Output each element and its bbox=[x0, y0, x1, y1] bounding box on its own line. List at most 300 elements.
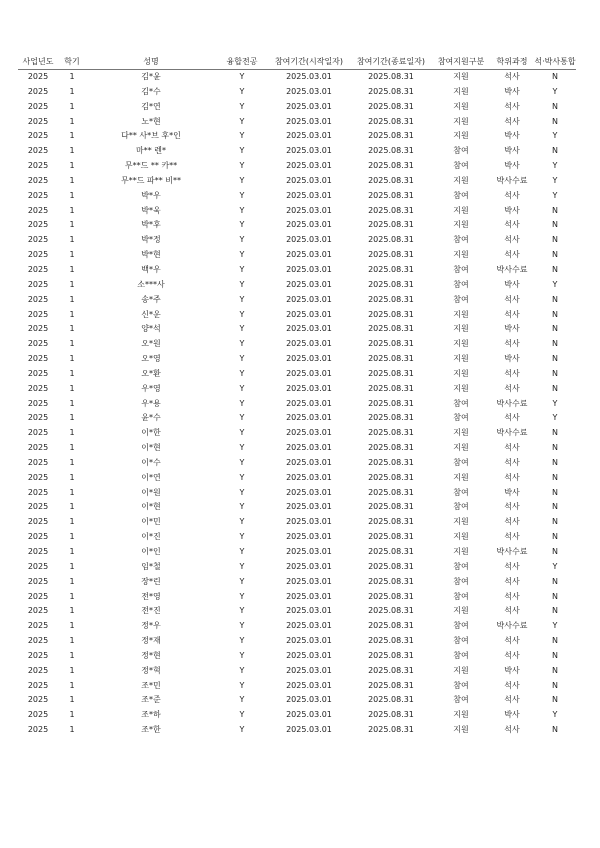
cell-year: 2025 bbox=[27, 487, 49, 497]
cell-integrated: N bbox=[552, 532, 558, 542]
header-col-name: 성명 bbox=[86, 54, 216, 70]
cell-convergence-major: Y bbox=[239, 606, 245, 616]
cell-start-date: 2025.03.01 bbox=[286, 146, 332, 156]
cell-support-type: 참여 bbox=[453, 264, 469, 274]
cell-integrated: Y bbox=[552, 279, 558, 289]
cell-support-type: 지원 bbox=[453, 101, 469, 111]
cell-year: 2025 bbox=[27, 279, 49, 289]
cell-year: 2025 bbox=[27, 72, 49, 81]
cell-end-date: 2025.08.31 bbox=[368, 517, 414, 527]
cell-convergence-major: Y bbox=[239, 339, 245, 349]
cell-support-type: 참여 bbox=[453, 457, 469, 467]
cell-convergence-major: Y bbox=[239, 175, 245, 185]
cell-semester: 1 bbox=[69, 532, 75, 542]
cell-convergence-major: Y bbox=[239, 146, 245, 156]
cell-convergence-major: Y bbox=[239, 190, 245, 200]
cell-convergence-major: Y bbox=[239, 294, 245, 304]
cell-convergence-major: Y bbox=[239, 650, 245, 660]
cell-year: 2025 bbox=[27, 547, 49, 556]
cell-end-date: 2025.08.31 bbox=[368, 86, 414, 96]
header-col-year: 사업년도 bbox=[18, 54, 58, 70]
cell-start-date: 2025.03.01 bbox=[286, 472, 332, 482]
cell-support-type: 참여 bbox=[453, 576, 469, 586]
cell-integrated: N bbox=[552, 547, 558, 556]
cell-semester: 1 bbox=[69, 190, 75, 200]
cell-start-date: 2025.03.01 bbox=[286, 205, 332, 215]
cell-integrated: N bbox=[552, 339, 558, 349]
table-row bbox=[18, 500, 576, 515]
cell-support-type: 지원 bbox=[453, 116, 469, 126]
cell-integrated: Y bbox=[552, 398, 558, 408]
cell-year: 2025 bbox=[27, 190, 49, 200]
cell-support-type: 참여 bbox=[453, 487, 469, 497]
cell-support-type: 참여 bbox=[453, 146, 469, 156]
cell-semester: 1 bbox=[69, 413, 75, 423]
cell-start-date: 2025.03.01 bbox=[286, 576, 332, 586]
cell-year: 2025 bbox=[27, 116, 49, 126]
cell-end-date: 2025.08.31 bbox=[368, 547, 414, 556]
cell-name: 송*주 bbox=[141, 294, 161, 304]
cell-name: 박*욱 bbox=[141, 205, 161, 215]
cell-integrated: Y bbox=[552, 561, 558, 571]
cell-start-date: 2025.03.01 bbox=[286, 621, 332, 631]
cell-integrated: N bbox=[552, 220, 558, 230]
cell-year: 2025 bbox=[27, 175, 49, 185]
cell-convergence-major: Y bbox=[239, 205, 245, 215]
cell-end-date: 2025.08.31 bbox=[368, 235, 414, 245]
cell-year: 2025 bbox=[27, 517, 49, 527]
cell-integrated: Y bbox=[552, 413, 558, 423]
cell-semester: 1 bbox=[69, 383, 75, 393]
cell-semester: 1 bbox=[69, 72, 75, 81]
cell-year: 2025 bbox=[27, 250, 49, 260]
cell-support-type: 참여 bbox=[453, 279, 469, 289]
cell-integrated: N bbox=[552, 205, 558, 215]
cell-degree: 석사 bbox=[504, 443, 520, 453]
cell-start-date: 2025.03.01 bbox=[286, 220, 332, 230]
cell-semester: 1 bbox=[69, 398, 75, 408]
cell-start-date: 2025.03.01 bbox=[286, 606, 332, 616]
cell-year: 2025 bbox=[27, 324, 49, 334]
cell-start-date: 2025.03.01 bbox=[286, 517, 332, 527]
table-row bbox=[18, 471, 576, 486]
cell-integrated: Y bbox=[552, 710, 558, 720]
cell-end-date: 2025.08.31 bbox=[368, 205, 414, 215]
cell-integrated: N bbox=[552, 383, 558, 393]
cell-degree: 석사 bbox=[504, 591, 520, 601]
cell-integrated: N bbox=[552, 354, 558, 364]
cell-year: 2025 bbox=[27, 354, 49, 364]
cell-semester: 1 bbox=[69, 561, 75, 571]
cell-convergence-major: Y bbox=[239, 725, 245, 735]
cell-semester: 1 bbox=[69, 710, 75, 720]
table-row bbox=[18, 604, 576, 619]
cell-support-type: 지원 bbox=[453, 175, 469, 185]
cell-convergence-major: Y bbox=[239, 665, 245, 675]
cell-end-date: 2025.08.31 bbox=[368, 636, 414, 646]
cell-end-date: 2025.08.31 bbox=[368, 606, 414, 616]
cell-convergence-major: Y bbox=[239, 279, 245, 289]
cell-start-date: 2025.03.01 bbox=[286, 665, 332, 675]
cell-start-date: 2025.03.01 bbox=[286, 428, 332, 438]
cell-name: 정*혁 bbox=[141, 665, 161, 675]
cell-name: 정*재 bbox=[141, 636, 161, 646]
cell-start-date: 2025.03.01 bbox=[286, 309, 332, 319]
cell-degree: 박사 bbox=[504, 205, 520, 215]
cell-start-date: 2025.03.01 bbox=[286, 72, 332, 81]
cell-end-date: 2025.08.31 bbox=[368, 72, 414, 81]
cell-degree: 석사 bbox=[504, 502, 520, 512]
cell-start-date: 2025.03.01 bbox=[286, 547, 332, 556]
cell-year: 2025 bbox=[27, 457, 49, 467]
cell-support-type: 참여 bbox=[453, 680, 469, 690]
table-row bbox=[18, 649, 576, 664]
table-row bbox=[18, 426, 576, 441]
cell-end-date: 2025.08.31 bbox=[368, 695, 414, 705]
cell-degree: 석사 bbox=[504, 116, 520, 126]
participant-table bbox=[18, 54, 576, 738]
cell-semester: 1 bbox=[69, 235, 75, 245]
cell-end-date: 2025.08.31 bbox=[368, 101, 414, 111]
cell-end-date: 2025.08.31 bbox=[368, 487, 414, 497]
cell-degree: 박사 bbox=[504, 86, 520, 96]
cell-name: 이*현 bbox=[141, 502, 161, 512]
cell-name: 전*영 bbox=[141, 591, 161, 601]
cell-degree: 석사 bbox=[504, 309, 520, 319]
cell-degree: 석사 bbox=[504, 532, 520, 542]
cell-degree: 박사 bbox=[504, 131, 520, 141]
cell-year: 2025 bbox=[27, 339, 49, 349]
cell-year: 2025 bbox=[27, 591, 49, 601]
cell-degree: 박사수료 bbox=[496, 621, 528, 631]
cell-support-type: 지원 bbox=[453, 205, 469, 215]
cell-support-type: 참여 bbox=[453, 650, 469, 660]
cell-degree: 석사 bbox=[504, 294, 520, 304]
cell-year: 2025 bbox=[27, 294, 49, 304]
cell-name: 장*린 bbox=[141, 576, 161, 586]
table-row bbox=[18, 233, 576, 248]
cell-start-date: 2025.03.01 bbox=[286, 591, 332, 601]
header-col-degree: 학위과정 bbox=[490, 54, 534, 70]
table-row bbox=[18, 337, 576, 352]
cell-support-type: 지원 bbox=[453, 725, 469, 735]
cell-integrated: N bbox=[552, 650, 558, 660]
cell-support-type: 지원 bbox=[453, 309, 469, 319]
header-col-integrated: 석·박사통합 bbox=[534, 54, 576, 70]
cell-end-date: 2025.08.31 bbox=[368, 175, 414, 185]
table-row bbox=[18, 263, 576, 278]
cell-support-type: 참여 bbox=[453, 561, 469, 571]
cell-year: 2025 bbox=[27, 146, 49, 156]
cell-year: 2025 bbox=[27, 710, 49, 720]
cell-convergence-major: Y bbox=[239, 220, 245, 230]
cell-degree: 석사 bbox=[504, 517, 520, 527]
cell-name: 신*운 bbox=[141, 309, 161, 319]
header-col-semester: 학기 bbox=[58, 54, 86, 70]
cell-integrated: N bbox=[552, 72, 558, 81]
cell-semester: 1 bbox=[69, 205, 75, 215]
cell-integrated: N bbox=[552, 428, 558, 438]
table-row bbox=[18, 129, 576, 144]
cell-start-date: 2025.03.01 bbox=[286, 725, 332, 735]
cell-year: 2025 bbox=[27, 101, 49, 111]
header-col-support-type: 참여지원구분 bbox=[432, 54, 490, 70]
cell-convergence-major: Y bbox=[239, 383, 245, 393]
cell-start-date: 2025.03.01 bbox=[286, 339, 332, 349]
cell-degree: 박사 bbox=[504, 487, 520, 497]
cell-name: 오*환 bbox=[141, 368, 161, 378]
cell-end-date: 2025.08.31 bbox=[368, 680, 414, 690]
cell-year: 2025 bbox=[27, 131, 49, 141]
cell-integrated: N bbox=[552, 443, 558, 453]
cell-semester: 1 bbox=[69, 86, 75, 96]
cell-end-date: 2025.08.31 bbox=[368, 161, 414, 171]
cell-integrated: N bbox=[552, 472, 558, 482]
cell-semester: 1 bbox=[69, 650, 75, 660]
cell-start-date: 2025.03.01 bbox=[286, 710, 332, 720]
cell-year: 2025 bbox=[27, 472, 49, 482]
cell-degree: 박사 bbox=[504, 354, 520, 364]
cell-start-date: 2025.03.01 bbox=[286, 680, 332, 690]
cell-degree: 석사 bbox=[504, 695, 520, 705]
cell-name: 김*연 bbox=[141, 101, 161, 111]
cell-name: 무**드 ** 카** bbox=[124, 161, 178, 171]
cell-degree: 박사수료 bbox=[496, 264, 528, 274]
cell-end-date: 2025.08.31 bbox=[368, 264, 414, 274]
cell-support-type: 참여 bbox=[453, 621, 469, 631]
cell-semester: 1 bbox=[69, 695, 75, 705]
cell-end-date: 2025.08.31 bbox=[368, 502, 414, 512]
cell-start-date: 2025.03.01 bbox=[286, 175, 332, 185]
cell-semester: 1 bbox=[69, 725, 75, 735]
cell-integrated: Y bbox=[552, 190, 558, 200]
cell-integrated: N bbox=[552, 636, 558, 646]
cell-year: 2025 bbox=[27, 235, 49, 245]
cell-start-date: 2025.03.01 bbox=[286, 101, 332, 111]
cell-name: 조*준 bbox=[141, 695, 161, 705]
cell-end-date: 2025.08.31 bbox=[368, 220, 414, 230]
cell-convergence-major: Y bbox=[239, 591, 245, 601]
cell-degree: 박사 bbox=[504, 665, 520, 675]
cell-support-type: 참여 bbox=[453, 695, 469, 705]
cell-support-type: 지원 bbox=[453, 339, 469, 349]
cell-integrated: N bbox=[552, 725, 558, 735]
cell-start-date: 2025.03.01 bbox=[286, 502, 332, 512]
cell-year: 2025 bbox=[27, 502, 49, 512]
cell-end-date: 2025.08.31 bbox=[368, 324, 414, 334]
table-row bbox=[18, 85, 576, 100]
cell-semester: 1 bbox=[69, 264, 75, 274]
cell-semester: 1 bbox=[69, 294, 75, 304]
cell-degree: 석사 bbox=[504, 725, 520, 735]
cell-year: 2025 bbox=[27, 309, 49, 319]
cell-end-date: 2025.08.31 bbox=[368, 561, 414, 571]
cell-name: 조*하 bbox=[141, 710, 161, 720]
cell-degree: 박사 bbox=[504, 710, 520, 720]
cell-year: 2025 bbox=[27, 428, 49, 438]
cell-convergence-major: Y bbox=[239, 457, 245, 467]
cell-end-date: 2025.08.31 bbox=[368, 457, 414, 467]
cell-degree: 석사 bbox=[504, 220, 520, 230]
cell-end-date: 2025.08.31 bbox=[368, 710, 414, 720]
cell-end-date: 2025.08.31 bbox=[368, 532, 414, 542]
cell-name: 노*현 bbox=[141, 116, 161, 126]
cell-end-date: 2025.08.31 bbox=[368, 576, 414, 586]
table-row bbox=[18, 723, 576, 738]
cell-year: 2025 bbox=[27, 532, 49, 542]
cell-semester: 1 bbox=[69, 487, 75, 497]
cell-name: 이*민 bbox=[141, 517, 161, 527]
cell-name: 무**드 파** 비** bbox=[121, 175, 181, 185]
cell-start-date: 2025.03.01 bbox=[286, 368, 332, 378]
cell-degree: 석사 bbox=[504, 650, 520, 660]
cell-semester: 1 bbox=[69, 443, 75, 453]
cell-semester: 1 bbox=[69, 591, 75, 601]
cell-start-date: 2025.03.01 bbox=[286, 383, 332, 393]
cell-name: 마** 렌* bbox=[136, 146, 166, 156]
cell-convergence-major: Y bbox=[239, 443, 245, 453]
table-row bbox=[18, 619, 576, 634]
cell-support-type: 지원 bbox=[453, 86, 469, 96]
cell-start-date: 2025.03.01 bbox=[286, 650, 332, 660]
cell-end-date: 2025.08.31 bbox=[368, 116, 414, 126]
cell-year: 2025 bbox=[27, 205, 49, 215]
cell-convergence-major: Y bbox=[239, 235, 245, 245]
cell-convergence-major: Y bbox=[239, 161, 245, 171]
cell-integrated: N bbox=[552, 250, 558, 260]
table-row bbox=[18, 367, 576, 382]
cell-semester: 1 bbox=[69, 175, 75, 185]
cell-start-date: 2025.03.01 bbox=[286, 279, 332, 289]
cell-start-date: 2025.03.01 bbox=[286, 235, 332, 245]
cell-support-type: 참여 bbox=[453, 502, 469, 512]
cell-year: 2025 bbox=[27, 398, 49, 408]
cell-convergence-major: Y bbox=[239, 487, 245, 497]
cell-convergence-major: Y bbox=[239, 561, 245, 571]
cell-end-date: 2025.08.31 bbox=[368, 591, 414, 601]
cell-end-date: 2025.08.31 bbox=[368, 339, 414, 349]
cell-year: 2025 bbox=[27, 413, 49, 423]
cell-semester: 1 bbox=[69, 547, 75, 556]
cell-convergence-major: Y bbox=[239, 250, 245, 260]
cell-degree: 석사 bbox=[504, 636, 520, 646]
cell-name: 백*우 bbox=[141, 264, 161, 274]
cell-semester: 1 bbox=[69, 472, 75, 482]
cell-start-date: 2025.03.01 bbox=[286, 190, 332, 200]
cell-support-type: 참여 bbox=[453, 190, 469, 200]
cell-integrated: N bbox=[552, 146, 558, 156]
cell-support-type: 지원 bbox=[453, 517, 469, 527]
table-row bbox=[18, 322, 576, 337]
cell-semester: 1 bbox=[69, 354, 75, 364]
cell-degree: 석사 bbox=[504, 383, 520, 393]
cell-integrated: N bbox=[552, 116, 558, 126]
cell-degree: 석사 bbox=[504, 561, 520, 571]
cell-start-date: 2025.03.01 bbox=[286, 561, 332, 571]
cell-support-type: 지원 bbox=[453, 324, 469, 334]
cell-degree: 석사 bbox=[504, 101, 520, 111]
cell-year: 2025 bbox=[27, 621, 49, 631]
cell-name: 조*민 bbox=[141, 680, 161, 690]
table-row bbox=[18, 70, 576, 85]
cell-convergence-major: Y bbox=[239, 547, 245, 556]
cell-end-date: 2025.08.31 bbox=[368, 190, 414, 200]
cell-name: 정*우 bbox=[141, 621, 161, 631]
table-row bbox=[18, 382, 576, 397]
cell-name: 이*진 bbox=[141, 532, 161, 542]
cell-integrated: N bbox=[552, 309, 558, 319]
table-row bbox=[18, 115, 576, 130]
table-row bbox=[18, 590, 576, 605]
cell-year: 2025 bbox=[27, 725, 49, 735]
cell-support-type: 지원 bbox=[453, 710, 469, 720]
cell-end-date: 2025.08.31 bbox=[368, 413, 414, 423]
cell-semester: 1 bbox=[69, 146, 75, 156]
table-row bbox=[18, 456, 576, 471]
cell-degree: 박사 bbox=[504, 279, 520, 289]
cell-degree: 석사 bbox=[504, 413, 520, 423]
table-row bbox=[18, 708, 576, 723]
cell-semester: 1 bbox=[69, 368, 75, 378]
cell-year: 2025 bbox=[27, 650, 49, 660]
table-row bbox=[18, 679, 576, 694]
table-row bbox=[18, 189, 576, 204]
cell-integrated: N bbox=[552, 487, 558, 497]
cell-semester: 1 bbox=[69, 502, 75, 512]
cell-convergence-major: Y bbox=[239, 398, 245, 408]
cell-degree: 박사 bbox=[504, 146, 520, 156]
cell-name: 전*진 bbox=[141, 606, 161, 616]
table-row bbox=[18, 397, 576, 412]
cell-support-type: 지원 bbox=[453, 665, 469, 675]
cell-start-date: 2025.03.01 bbox=[286, 443, 332, 453]
cell-semester: 1 bbox=[69, 680, 75, 690]
cell-name: 우*영 bbox=[141, 383, 161, 393]
cell-year: 2025 bbox=[27, 368, 49, 378]
cell-support-type: 지원 bbox=[453, 354, 469, 364]
cell-semester: 1 bbox=[69, 279, 75, 289]
cell-end-date: 2025.08.31 bbox=[368, 250, 414, 260]
cell-year: 2025 bbox=[27, 383, 49, 393]
cell-year: 2025 bbox=[27, 443, 49, 453]
cell-integrated: N bbox=[552, 517, 558, 527]
cell-year: 2025 bbox=[27, 264, 49, 274]
cell-start-date: 2025.03.01 bbox=[286, 487, 332, 497]
cell-integrated: Y bbox=[552, 86, 558, 96]
cell-end-date: 2025.08.31 bbox=[368, 665, 414, 675]
cell-start-date: 2025.03.01 bbox=[286, 264, 332, 274]
table-row bbox=[18, 100, 576, 115]
cell-integrated: N bbox=[552, 576, 558, 586]
cell-integrated: N bbox=[552, 606, 558, 616]
table-row bbox=[18, 545, 576, 560]
cell-start-date: 2025.03.01 bbox=[286, 294, 332, 304]
cell-end-date: 2025.08.31 bbox=[368, 725, 414, 735]
cell-convergence-major: Y bbox=[239, 502, 245, 512]
cell-integrated: N bbox=[552, 695, 558, 705]
cell-support-type: 참여 bbox=[453, 294, 469, 304]
cell-name: 양*석 bbox=[141, 324, 161, 334]
table-row bbox=[18, 411, 576, 426]
cell-end-date: 2025.08.31 bbox=[368, 368, 414, 378]
cell-end-date: 2025.08.31 bbox=[368, 383, 414, 393]
cell-support-type: 지원 bbox=[453, 368, 469, 378]
cell-name: 이*인 bbox=[141, 547, 161, 556]
cell-convergence-major: Y bbox=[239, 116, 245, 126]
cell-support-type: 지원 bbox=[453, 72, 469, 81]
cell-support-type: 참여 bbox=[453, 398, 469, 408]
table-body bbox=[18, 70, 576, 738]
